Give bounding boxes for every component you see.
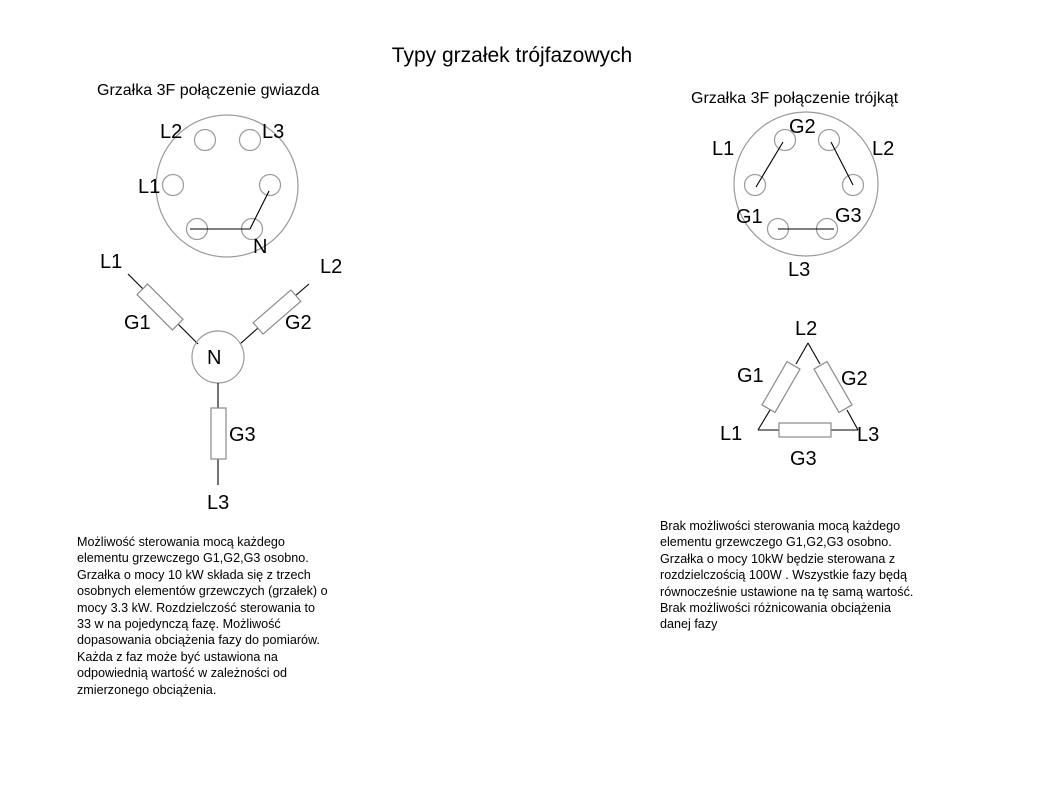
delta-resistor-g3 [779, 423, 831, 437]
delta-wire-l2-right [808, 343, 820, 364]
delta-terminal-label-g3: G3 [835, 205, 862, 227]
star-subtitle: Grzałka 3F połączenie gwiazda [97, 82, 320, 99]
star-label-n: N [207, 347, 222, 369]
star-terminal-l1 [163, 175, 184, 196]
star-wire-l1-out [178, 324, 198, 344]
star-terminal-label-l1: L1 [138, 176, 161, 198]
delta-label-g1: G1 [737, 365, 764, 387]
star-label-l1: L1 [100, 251, 123, 273]
star-label-l2: L2 [320, 256, 343, 278]
delta-label-l3: L3 [857, 424, 880, 446]
page-title: Typy grzałek trójfazowych [391, 44, 633, 67]
delta-wire-l2-left [796, 343, 808, 364]
star-label-g1: G1 [124, 312, 151, 334]
delta-terminal-block [712, 112, 894, 281]
star-wire-l1-in [128, 274, 143, 289]
star-terminal-label-l3: L3 [262, 121, 285, 143]
star-terminal-l3 [240, 130, 261, 151]
star-terminal-label-l2: L2 [160, 121, 183, 143]
star-wire-l2-in [295, 284, 309, 296]
delta-label-g2: G2 [841, 368, 868, 390]
star-schematic [100, 251, 342, 514]
delta-bridge-wire-left [756, 142, 783, 187]
delta-label-l1: L1 [720, 423, 743, 445]
star-description: Możliwość sterowania mocą każdego elementu grzewczego G1,G2,G3 osobno. Grzałka o mocy 10 kW składa się z trzech osobnych elementów grzewczych (grzałek) o mocy 3.3 kW. Rozdzielczość sterowania to 33 w na pojedynczą fazę. Możliwość dopasowania obciążenia fazy do pomiarów. Każda z faz może być ustawiona na odpowiednią wartość w zależności od zmierzonego obciążenia. [77, 535, 328, 697]
star-resistor-g3 [211, 408, 226, 459]
delta-terminal-label-l3: L3 [788, 259, 811, 281]
delta-terminal-top-right [819, 130, 840, 151]
delta-resistor-g1 [762, 362, 800, 413]
delta-terminal-label-l2: L2 [872, 138, 895, 160]
star-bridge-wire-diagonal [250, 191, 269, 229]
delta-bridge-wire-right [831, 142, 853, 185]
delta-terminal-label-g1: G1 [736, 206, 763, 228]
star-terminal-block [138, 115, 298, 258]
star-label-g3: G3 [229, 424, 256, 446]
delta-description: Brak możliwości sterowania mocą każdego elementu grzewczego G1,G2,G3 osobno. Grzałka o mocy 10kW będzie sterowana z rozdzielczością 100W . Wszystkie fazy będą równocześnie ustawione na tę samą wartość. Brak możliwości różnicowania obciążenia danej fazy [660, 519, 914, 632]
delta-schematic [720, 318, 879, 470]
star-wire-l2-out [240, 328, 258, 344]
star-label-g2: G2 [285, 312, 312, 334]
delta-wire-l1-up [758, 410, 770, 430]
delta-label-g3: G3 [790, 448, 817, 470]
star-label-l3: L3 [207, 492, 230, 514]
delta-label-l2: L2 [795, 318, 818, 340]
delta-terminal-label-l1: L1 [712, 138, 735, 160]
delta-subtitle: Grzałka 3F połączenie trójkąt [691, 90, 899, 107]
star-terminal-right [260, 175, 281, 196]
delta-terminal-left [745, 175, 766, 196]
star-terminal-l2 [195, 130, 216, 151]
star-terminal-label-n: N [253, 236, 268, 258]
delta-terminal-label-g2: G2 [789, 116, 816, 138]
